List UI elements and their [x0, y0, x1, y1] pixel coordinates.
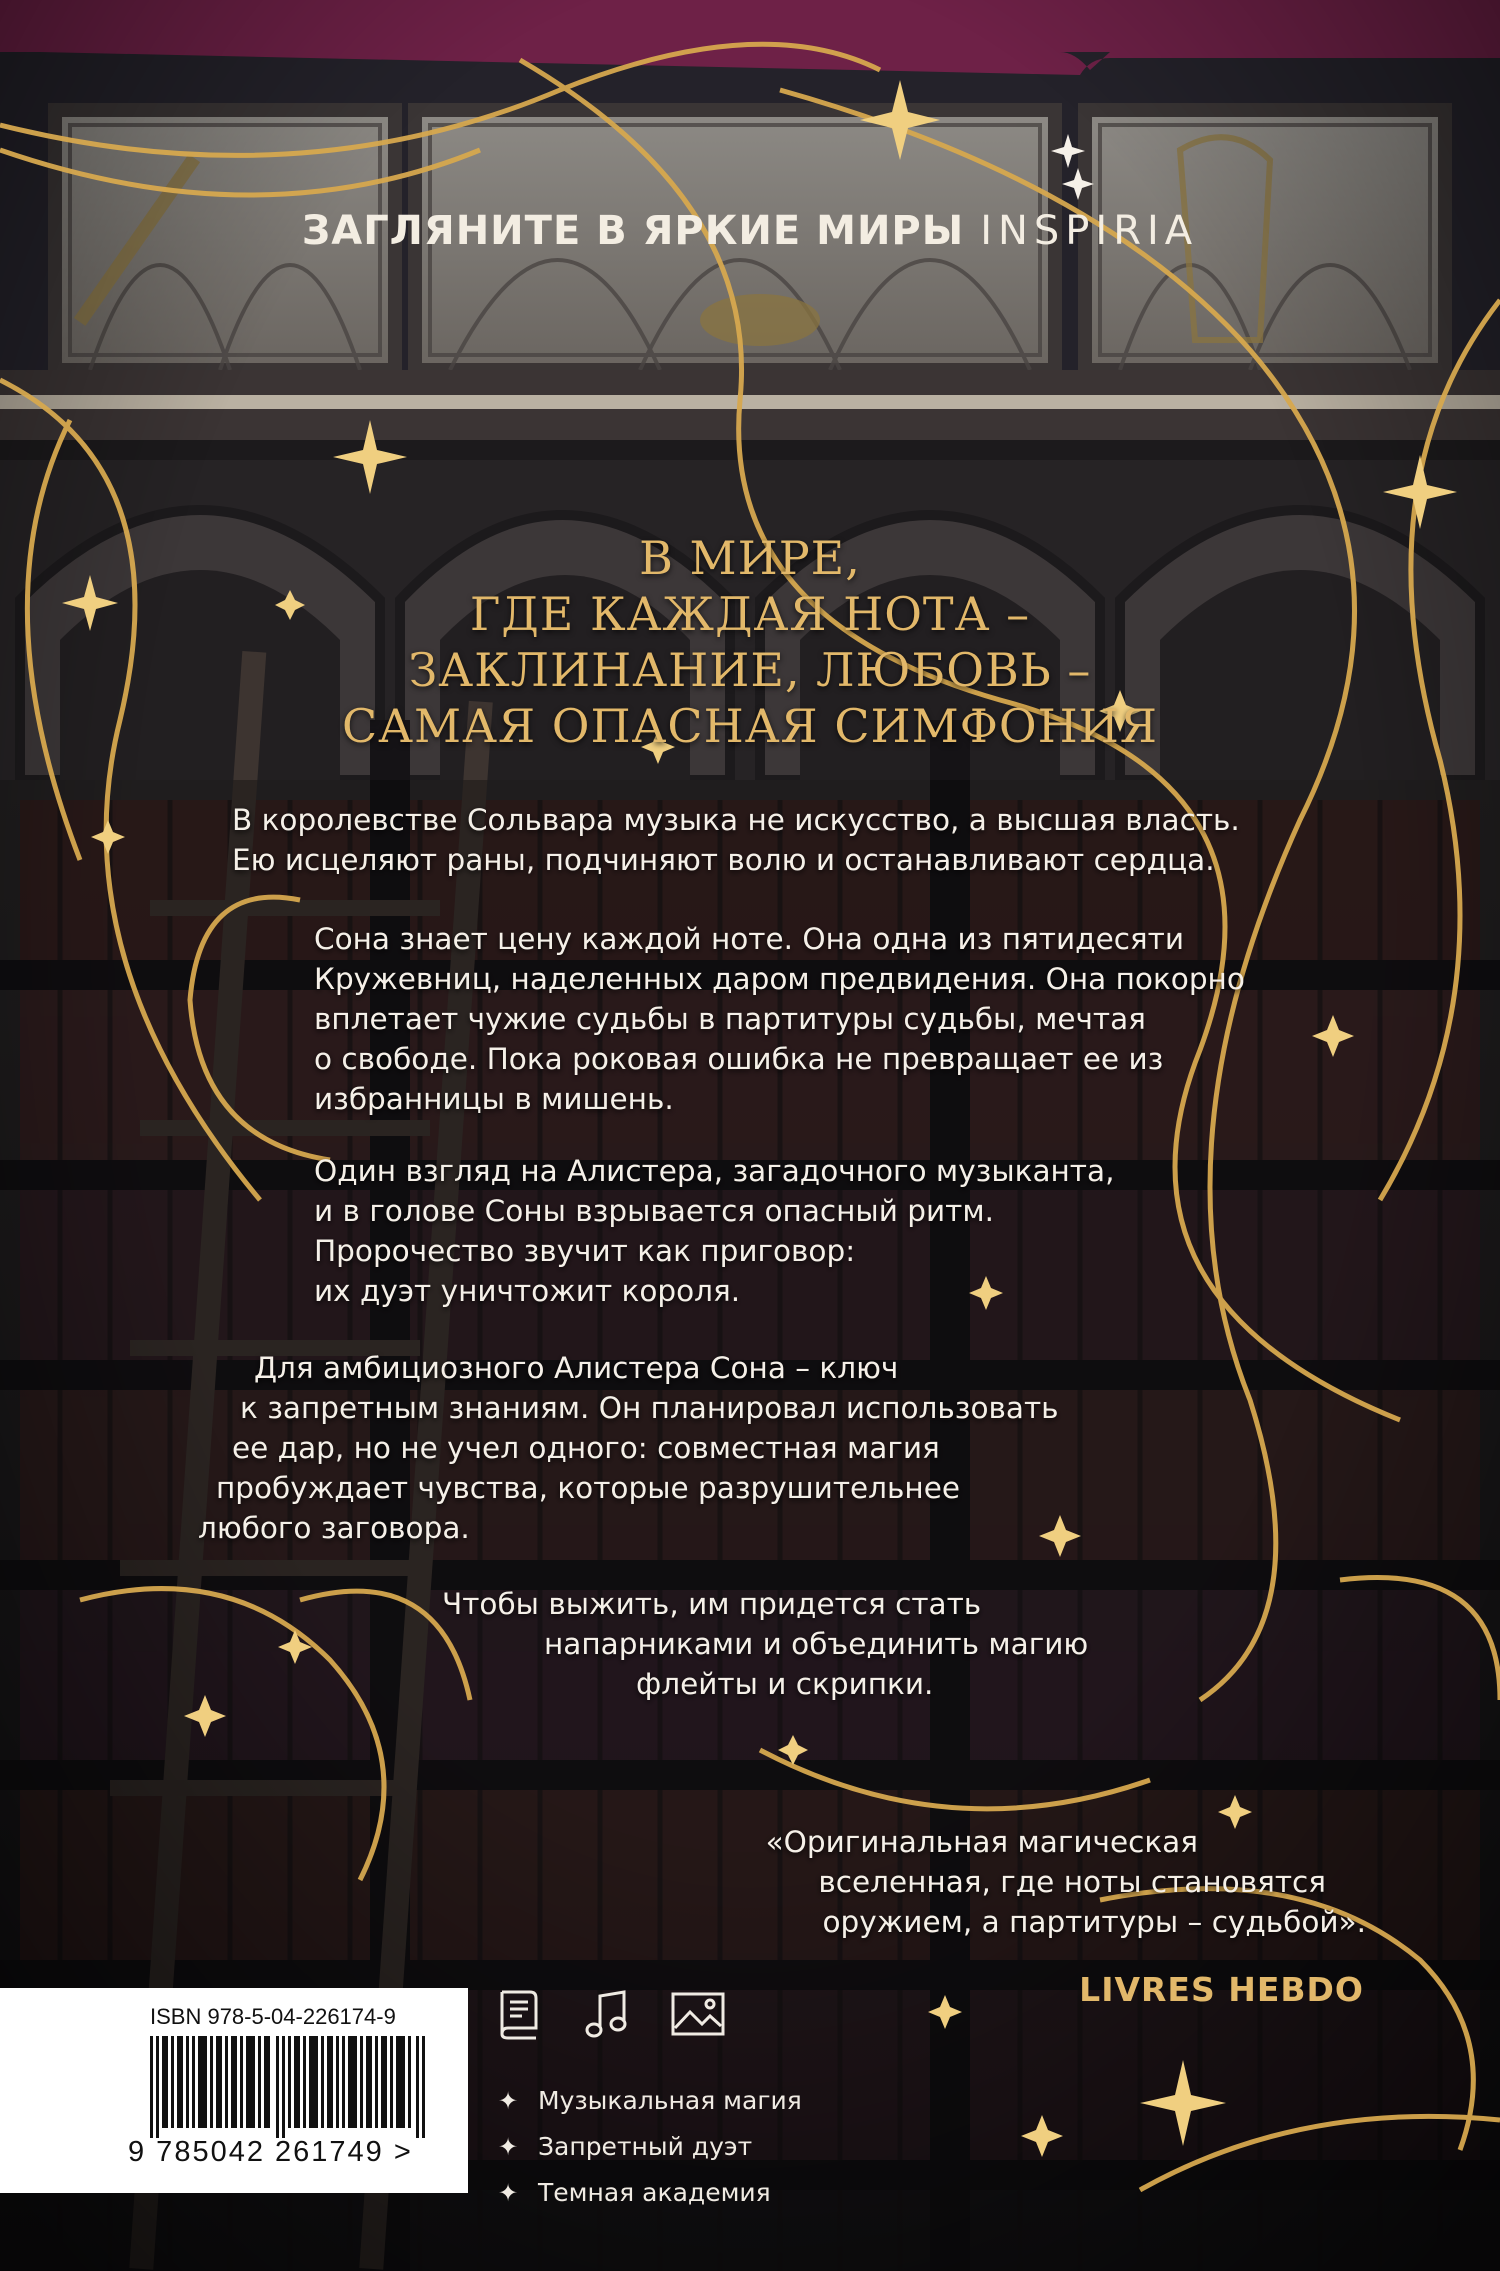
blurb-paragraph-3 — [314, 1151, 1114, 1311]
list-item — [498, 2124, 802, 2170]
blurb-line: ее дар, но не учел одного: совместная магия — [232, 1431, 940, 1465]
isbn-label: ISBN 978-5-04-226174-9 — [150, 2004, 396, 2029]
blurb-line: вплетает чужие судьбы в партитуры судьбы, мечтая — [314, 1002, 1146, 1036]
music-note-icon — [582, 1988, 632, 2040]
feature-list — [498, 2078, 802, 2216]
blurb-paragraph-4 — [0, 1348, 1500, 1548]
blurb-line: Чтобы выжить, им придется стать — [442, 1587, 982, 1621]
blurb-paragraph-2 — [314, 919, 1245, 1119]
barcode-panel-notch — [0, 1988, 58, 2193]
quote-line: «Оригинальная магическая — [765, 1825, 1198, 1859]
feature-label: Запретный дуэт — [538, 2132, 753, 2161]
blurb-paragraph-5 — [0, 1584, 1500, 1704]
quote-line: вселенная, где ноты становятся — [818, 1865, 1326, 1899]
review-quote — [766, 1822, 1366, 1942]
blurb-line: Сона знает цену каждой ноте. Она одна из пятидесяти — [314, 922, 1185, 956]
tagline — [300, 530, 1200, 754]
blurb-line: В королевстве Сольвара музыка не искусство, а высшая власть. — [232, 803, 1240, 837]
tagline-line: САМАЯ ОПАСНАЯ СИМФОНИЯ — [341, 699, 1159, 753]
blurb-line: избранницы в мишень. — [314, 1082, 674, 1116]
publisher-brand: INSPIRIA — [980, 208, 1199, 254]
blurb-line: их дуэт уничтожит короля. — [314, 1274, 741, 1308]
feature-label: Музыкальная магия — [538, 2086, 802, 2115]
quote-line: оружием, а партитуры – судьбой». — [822, 1905, 1366, 1939]
tagline-line: ЗАКЛИНАНИЕ, ЛЮБОВЬ – — [408, 643, 1092, 697]
series-slogan: ЗАГЛЯНИТЕ В ЯРКИЕ МИРЫ — [301, 208, 965, 254]
blurb-line: Кружевниц, наделенных даром предвидения. Она покорно — [314, 962, 1245, 996]
list-item — [498, 2078, 802, 2124]
blurb-line: Пророчество звучит как приговор: — [314, 1234, 856, 1268]
blurb-line: о свободе. Пока роковая ошибка не превращает ее из — [314, 1042, 1164, 1076]
sparkle-icon: ✦ — [498, 2087, 519, 2115]
blurb-line: Ею исцеляют раны, подчиняют волю и останавливают сердца. — [232, 843, 1215, 877]
series-banner — [0, 208, 1500, 254]
tagline-line: В МИРЕ, — [639, 531, 861, 585]
tagline-line: ГДЕ КАЖДАЯ НОТА – — [469, 587, 1031, 641]
quote-source: LIVRES HEBDO — [1079, 1970, 1364, 2009]
blurb-line: флейты и скрипки. — [636, 1667, 934, 1701]
barcode-number: 9 785042 261749 > — [128, 2136, 413, 2168]
sparkle-icon: ✦ — [498, 2133, 519, 2161]
barcode-icon — [150, 2036, 430, 2138]
blurb-line: к запретным знаниям. Он планировал использовать — [240, 1391, 1059, 1425]
blurb-line: и в голове Соны взрывается опасный ритм. — [314, 1194, 994, 1228]
blurb-line: Один взгляд на Алистера, загадочного музыканта, — [314, 1154, 1115, 1188]
sparkle-icon: ✦ — [498, 2179, 519, 2207]
blurb-line: пробуждает чувства, которые разрушительнее — [216, 1471, 961, 1505]
genre-icons — [496, 1988, 736, 2044]
feature-label: Темная академия — [538, 2178, 771, 2207]
blurb-paragraph-1 — [232, 800, 1240, 880]
blurb-line: любого заговора. — [198, 1511, 470, 1545]
list-item — [498, 2170, 802, 2216]
image-icon — [670, 1988, 726, 2040]
blurb-line: Для амбициозного Алистера Сона – ключ — [254, 1351, 899, 1385]
book-icon — [496, 1988, 546, 2040]
blurb-line: напарниками и объединить магию — [544, 1627, 1089, 1661]
